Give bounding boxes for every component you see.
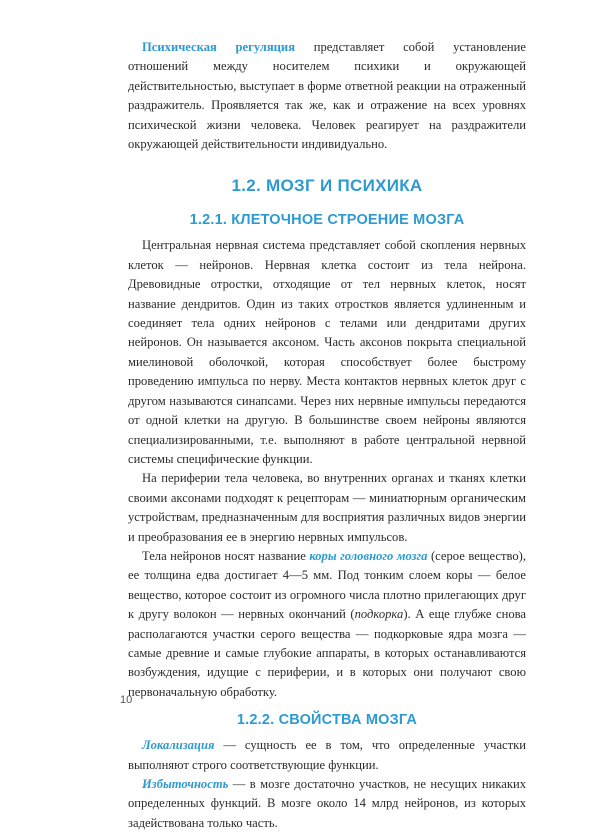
paragraph-cortex	[128, 547, 526, 702]
term-localization: Локализация	[142, 738, 215, 753]
term-cortex: коры головного мозга	[309, 548, 428, 563]
section-heading-brain-properties: 1.2.2. СВОЙСТВА МОЗГА	[236, 712, 418, 729]
term-redundancy: Избыточность	[142, 777, 229, 791]
page-number: 10	[120, 694, 133, 706]
section-heading-cell-structure: 1.2.1. КЛЕТОЧНОЕ СТРОЕНИЕ МОЗГА	[189, 212, 465, 229]
cortex-text-b: (серое вещество), ее толщина едва достигает 4—5 мм. Под тонким слоем коры — белое вещество, которое состоит из огромного числа плотно прилегающих друг к другу волокон — нервных окончаний (	[128, 548, 526, 622]
chapter-heading: 1.2. МОЗГ И ПСИХИКА	[231, 176, 423, 196]
cortex-text-c: ). А еще глубже снова располагаются участки серого вещества — подкорковые ядра мозга — самые древние и самые глубокие аппараты, в которых останавливаются возбуждения, идущие с периферии, и в которых они получают свою первоначальную обработку.	[128, 607, 526, 699]
term-subcortex: подкорка	[354, 607, 404, 622]
term-psychic-regulation: Психическая регуляция	[142, 40, 296, 54]
paragraph-cns: Центральная нервная система представляет собой скопления нервных клеток — нейронов. Нервная клетка состоит из тела нейрона. Древовидные отростки, отходящие от тел нервных клеток, носят название дендритов. Один из таких отростков является удлиненным и соединяет тела одних нейронов с телами или дендритами других нейронов. Он называется аксоном. Часть аксонов покрыта специальной миелиновой оболочкой, которая способствует более быстрому проведению импульса по нерву. Места контактов нервных клеток друг с другом называются синапсами. Через них нервные импульсы передаются от одной клетки на другую. В большинстве своем нейроны являются специализированными, т.е. выполняют в работе центральной нервной системы специфические функции.	[128, 238, 526, 466]
intro-text: представляет собой установление отношений между носителем психики и окружающей действительностью, выступает в форме ответной реакции на отраженный раздражитель. Проявляется так же, как и отражение на всех уровнях психической жизни человека. Человек реагирует на раздражители окружающей действительности индивидуально.	[128, 40, 526, 152]
page-content	[128, 38, 526, 833]
paragraph-localization	[128, 736, 526, 775]
redundancy-text: — в мозге достаточно участков, не несущих никаких определенных функций. В мозге около 14 млрд нейронов, из которых задействована только часть.	[128, 777, 526, 830]
paragraph-redundancy	[128, 775, 526, 833]
localization-text: — сущность ее в том, что определенные участки выполняют строго соответствующие функции.	[128, 738, 526, 772]
paragraph-receptors: На периферии тела человека, во внутренних органах и тканях клетки своими аксонами подходят к рецепторам — миниатюрным органическим устройствам, предназначенным для восприятия различных видов энергии и преобразования ее в энергию нервных импульсов.	[128, 471, 526, 544]
cortex-text-a: Тела нейронов носят название	[142, 548, 310, 563]
intro-paragraph	[128, 38, 526, 154]
